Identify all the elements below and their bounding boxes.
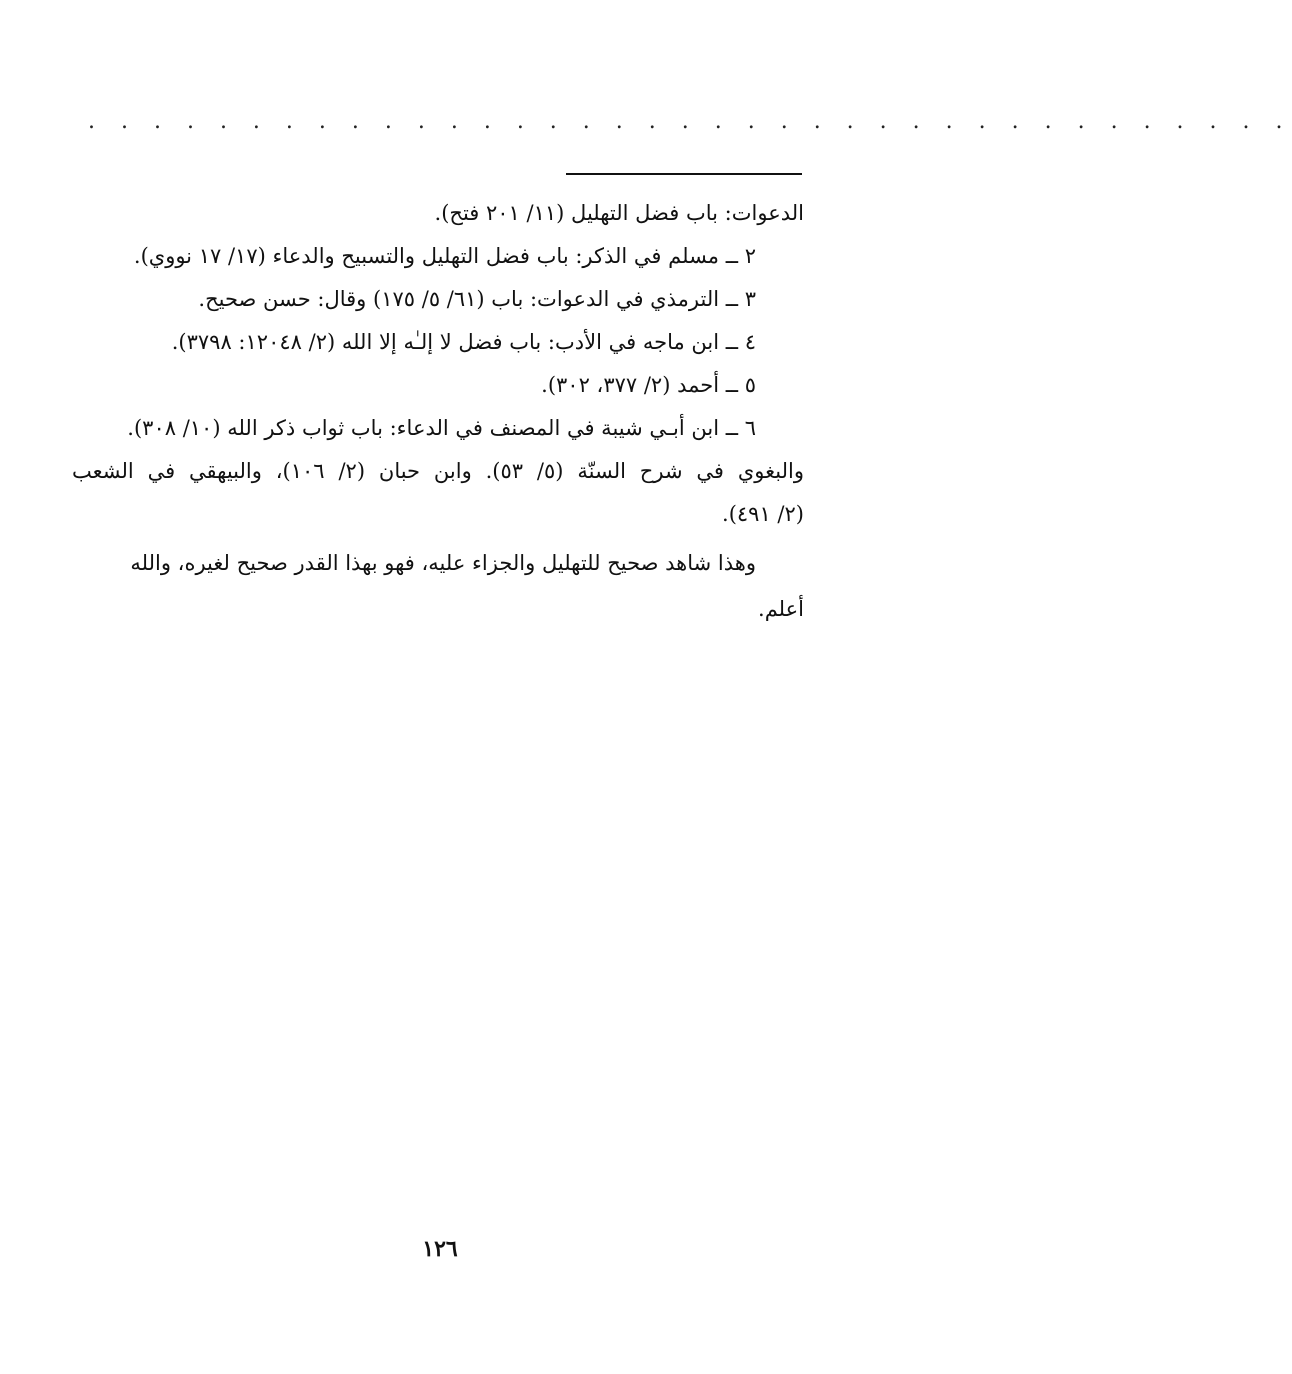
conclusion-paragraph <box>66 540 804 632</box>
footnote-item-5: ٥ ــ أحمد (٢/ ٣٧٧، ٣٠٢). <box>541 373 756 397</box>
footnote-item-4: ٤ ــ ابن ماجه في الأدب: باب فضل لا إلـٰه إلا الله (٢/ ١٢٠٤٨: ٣٧٩٨). <box>171 330 756 354</box>
conclusion-line-1: وهذا شاهد صحيح للتهليل والجزاء عليه، فهو بهذا القدر صحيح لغيره، والله <box>130 551 756 575</box>
conclusion-line-2: أعلم. <box>758 597 804 621</box>
footnote-item-2: ٢ ــ مسلم في الذكر: باب فضل التهليل والتسبيح والدعاء (١٧/ ١٧ نووي). <box>133 244 756 268</box>
footnote-item-6-continuation: والبغوي في شرح السنّة (٥/ ٥٣). وابن حبان (٢/ ١٠٦)، والبيهقي في الشعب <box>72 459 804 483</box>
dotted-separator: . . . . . . . . . . . . . . . . . . . . . . . . . . . . . . . . . . . . . <box>88 109 1292 134</box>
footnote-item-6: ٦ ــ ابن أبـي شيبة في المصنف في الدعاء: باب ثواب ذكر الله (١٠/ ٣٠٨). <box>127 416 756 440</box>
page-number: ١٢٦ <box>422 1236 458 1262</box>
footnote-rule <box>566 173 802 175</box>
footnote-continuation: الدعوات: باب فضل التهليل (١١/ ٢٠١ فتح). <box>434 201 804 225</box>
footnote-item-3: ٣ ــ الترمذي في الدعوات: باب (٦١/ ٥/ ١٧٥) وقال: حسن صحيح. <box>198 287 756 311</box>
footnote-item-6-continuation-end: (٢/ ٤٩١). <box>722 502 804 526</box>
footnotes-block <box>72 192 804 536</box>
